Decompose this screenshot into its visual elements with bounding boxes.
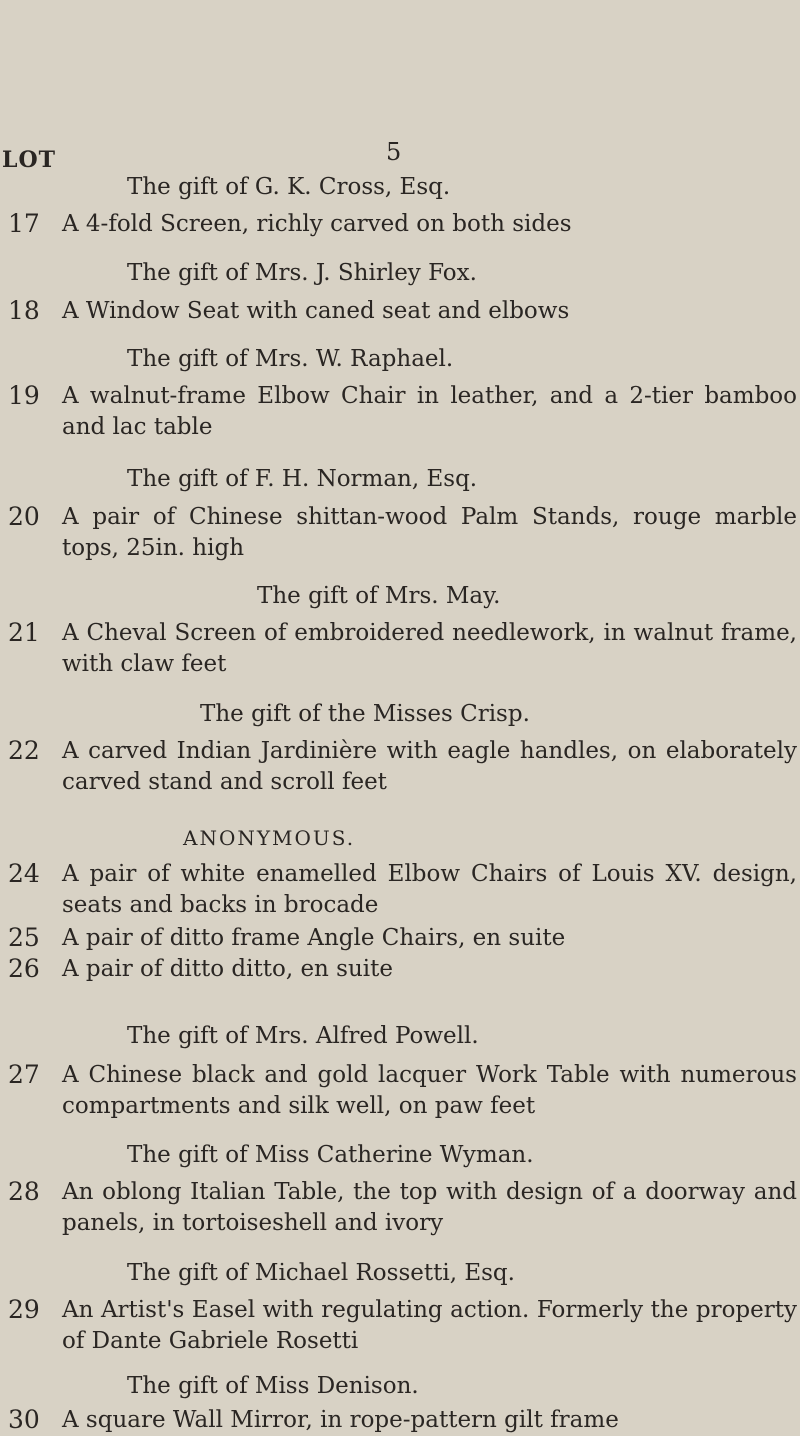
page-number: 5 (386, 138, 402, 166)
lot-number: 29 (8, 1295, 40, 1324)
lot-number: 22 (8, 736, 40, 765)
lot-description: A pair of Chinese shittan-wood Palm Stands, rouge marble tops, 25in. high (62, 504, 797, 561)
lot-number: 21 (8, 618, 40, 647)
lot-description: An Artist's Easel with regulating action. Formerly the property of Dante Gabriele Rosetti (62, 1297, 797, 1354)
lot-description: An oblong Italian Table, the top with design of a doorway and panels, in tortoiseshell and ivory (62, 1179, 797, 1236)
lot-description: A Cheval Screen of embroidered needlework, in walnut frame, with claw feet (62, 620, 797, 677)
lot-number: 19 (8, 381, 40, 410)
lot-number: 20 (8, 502, 40, 531)
lot-description: A walnut-frame Elbow Chair in leather, and a 2-tier bamboo and lac table (62, 383, 797, 440)
lot-number: 25 (8, 923, 40, 952)
lot-number: 18 (8, 296, 40, 325)
lot-description: A square Wall Mirror, in rope-pattern gilt frame (62, 1407, 619, 1433)
lot-number: 28 (8, 1177, 40, 1206)
lot-description: A pair of white enamelled Elbow Chairs of Louis XV. design, seats and backs in brocade (62, 861, 797, 918)
donor-line: The gift of G. K. Cross, Esq. (127, 174, 451, 200)
lot-description: A pair of ditto frame Angle Chairs, en suite (62, 925, 566, 951)
donor-line: The gift of Mrs. W. Raphael. (127, 346, 454, 372)
lot-number: 27 (8, 1060, 40, 1089)
donor-line: The gift of Miss Catherine Wyman. (127, 1142, 534, 1168)
lot-description: A pair of ditto ditto, en suite (62, 956, 394, 982)
lot-number: 26 (8, 954, 40, 983)
donor-line: The gift of the Misses Crisp. (200, 701, 530, 727)
donor-line: The gift of Mrs. May. (257, 583, 501, 609)
lot-number: 30 (8, 1405, 40, 1434)
donor-line: The gift of Mrs. J. Shirley Fox. (127, 260, 477, 286)
lot-description: A carved Indian Jardinière with eagle handles, on elaborately carved stand and scroll feet (62, 738, 797, 795)
donor-line: The gift of Mrs. Alfred Powell. (127, 1023, 479, 1049)
lot-number: 24 (8, 859, 40, 888)
donor-line: The gift of Miss Denison. (127, 1373, 419, 1399)
donor-line: The gift of Michael Rossetti, Esq. (127, 1260, 515, 1286)
donor-line: ANONYMOUS. (183, 826, 356, 850)
lot-number: 17 (8, 209, 40, 238)
lot-description: A 4-fold Screen, richly carved on both sides (62, 211, 572, 237)
lot-description: A Window Seat with caned seat and elbows (62, 298, 570, 324)
lot-description: A Chinese black and gold lacquer Work Table with numerous compartments and silk well, on paw feet (62, 1062, 797, 1119)
donor-line: The gift of F. H. Norman, Esq. (127, 466, 478, 492)
lot-column-header: LOT (2, 147, 57, 173)
